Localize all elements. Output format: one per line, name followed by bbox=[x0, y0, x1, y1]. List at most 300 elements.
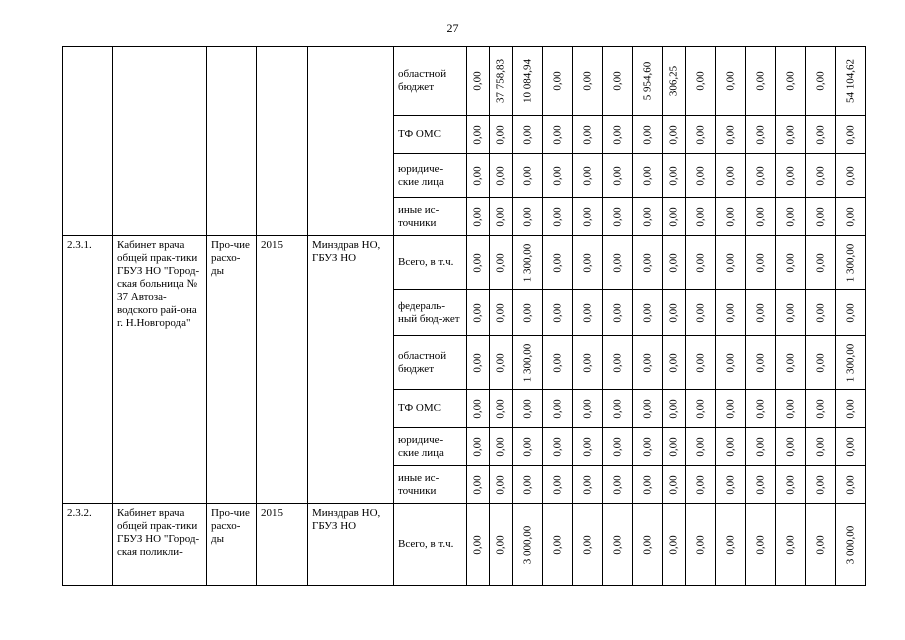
amount-value: 0,00 bbox=[844, 474, 856, 495]
expense-type: Про-чие расхо-ды bbox=[207, 504, 257, 586]
amount-value: 0,00 bbox=[551, 398, 563, 419]
amount-value: 0,00 bbox=[724, 71, 736, 91]
amount-cell bbox=[633, 290, 663, 336]
amount-cell bbox=[490, 290, 513, 336]
amount-cell bbox=[603, 428, 633, 466]
amount-cell bbox=[836, 290, 866, 336]
amount-cell bbox=[663, 428, 686, 466]
amount-cell bbox=[836, 154, 866, 198]
amount-value: 0,00 bbox=[471, 474, 484, 495]
amount-cell bbox=[603, 466, 633, 504]
amount-value: 0,00 bbox=[784, 436, 796, 457]
funding-source: ТФ ОМС bbox=[394, 116, 467, 154]
amount-cell bbox=[716, 390, 746, 428]
amount-cell bbox=[746, 116, 776, 154]
amount-value: 306,25 bbox=[667, 65, 680, 97]
amount-cell bbox=[513, 504, 543, 586]
item-year: 2015 bbox=[257, 236, 308, 504]
amount-value: 0,00 bbox=[471, 124, 484, 145]
amount-value: 0,00 bbox=[611, 71, 623, 91]
amount-value: 0,00 bbox=[724, 302, 736, 323]
amount-cell bbox=[686, 504, 716, 586]
amount-cell bbox=[746, 154, 776, 198]
amount-cell bbox=[836, 504, 866, 586]
amount-cell bbox=[806, 47, 836, 116]
amount-value: 0,00 bbox=[521, 436, 533, 457]
amount-value: 0,00 bbox=[581, 398, 593, 419]
amount-value: 0,00 bbox=[694, 252, 706, 273]
amount-cell bbox=[746, 428, 776, 466]
amount-cell bbox=[746, 198, 776, 236]
amount-value: 0,00 bbox=[551, 302, 563, 323]
amount-value: 0,00 bbox=[754, 352, 766, 373]
amount-value: 0,00 bbox=[754, 124, 766, 145]
expense-type: Про-чие расхо-ды bbox=[207, 236, 257, 504]
amount-cell bbox=[543, 290, 573, 336]
amount-cell bbox=[573, 504, 603, 586]
amount-value: 0,00 bbox=[784, 165, 796, 186]
amount-value: 0,00 bbox=[724, 124, 736, 145]
amount-value: 0,00 bbox=[641, 398, 653, 419]
amount-value: 0,00 bbox=[641, 124, 653, 145]
amount-cell bbox=[603, 504, 633, 586]
amount-value: 0,00 bbox=[784, 252, 796, 273]
amount-value: 0,00 bbox=[641, 352, 653, 373]
amount-cell bbox=[513, 236, 543, 290]
item-code: 2.3.2. bbox=[63, 504, 113, 586]
amount-value: 0,00 bbox=[754, 206, 766, 227]
amount-cell bbox=[806, 290, 836, 336]
amount-cell bbox=[776, 390, 806, 428]
amount-value: 0,00 bbox=[844, 302, 856, 323]
amount-value: 0,00 bbox=[641, 252, 653, 273]
amount-value: 0,00 bbox=[611, 252, 623, 273]
amount-value: 0,00 bbox=[667, 398, 680, 419]
amount-cell bbox=[467, 428, 490, 466]
amount-cell bbox=[776, 236, 806, 290]
amount-value: 0,00 bbox=[521, 302, 533, 323]
amount-cell bbox=[716, 154, 746, 198]
amount-value: 0,00 bbox=[581, 124, 593, 145]
amount-cell bbox=[663, 336, 686, 390]
amount-cell bbox=[513, 390, 543, 428]
amount-value: 0,00 bbox=[814, 206, 826, 227]
amount-value: 0,00 bbox=[611, 398, 623, 419]
amount-cell bbox=[716, 116, 746, 154]
amount-cell bbox=[513, 290, 543, 336]
amount-value: 0,00 bbox=[494, 352, 507, 373]
amount-value: 0,00 bbox=[471, 302, 484, 323]
amount-cell bbox=[663, 466, 686, 504]
amount-cell bbox=[776, 466, 806, 504]
amount-value: 0,00 bbox=[551, 165, 563, 186]
amount-value: 0,00 bbox=[471, 71, 484, 91]
amount-cell bbox=[836, 236, 866, 290]
amount-cell bbox=[716, 504, 746, 586]
amount-cell bbox=[633, 390, 663, 428]
amount-value: 0,00 bbox=[551, 352, 563, 373]
amount-value: 0,00 bbox=[754, 398, 766, 419]
amount-cell bbox=[836, 390, 866, 428]
table-row bbox=[63, 47, 866, 116]
amount-cell bbox=[490, 154, 513, 198]
amount-cell bbox=[746, 336, 776, 390]
amount-cell bbox=[663, 236, 686, 290]
item-executor: Минздрав НО, ГБУЗ НО bbox=[308, 236, 394, 504]
amount-cell bbox=[543, 504, 573, 586]
amount-cell bbox=[573, 336, 603, 390]
amount-value: 0,00 bbox=[844, 124, 856, 145]
amount-cell bbox=[716, 198, 746, 236]
amount-value: 0,00 bbox=[611, 206, 623, 227]
amount-value: 0,00 bbox=[814, 352, 826, 373]
amount-value: 0,00 bbox=[494, 436, 507, 457]
amount-value: 0,00 bbox=[581, 534, 593, 555]
amount-value: 0,00 bbox=[784, 352, 796, 373]
amount-value: 0,00 bbox=[724, 398, 736, 419]
amount-cell bbox=[513, 466, 543, 504]
amount-value: 0,00 bbox=[641, 436, 653, 457]
amount-cell bbox=[716, 428, 746, 466]
funding-source: юридиче-ские лица bbox=[394, 428, 467, 466]
amount-cell bbox=[663, 198, 686, 236]
item-year bbox=[257, 47, 308, 236]
funding-source: Всего, в т.ч. bbox=[394, 504, 467, 586]
amount-value: 0,00 bbox=[551, 124, 563, 145]
amount-cell bbox=[573, 290, 603, 336]
amount-value: 0,00 bbox=[754, 302, 766, 323]
amount-value: 0,00 bbox=[611, 436, 623, 457]
amount-value: 0,00 bbox=[551, 71, 563, 91]
amount-cell bbox=[573, 390, 603, 428]
amount-value: 0,00 bbox=[471, 165, 484, 186]
amount-cell bbox=[633, 336, 663, 390]
table-row bbox=[63, 236, 866, 290]
amount-value: 1 300,00 bbox=[844, 343, 856, 382]
amount-cell bbox=[686, 116, 716, 154]
item-code bbox=[63, 47, 113, 236]
amount-cell bbox=[746, 47, 776, 116]
amount-cell bbox=[836, 466, 866, 504]
amount-value: 0,00 bbox=[551, 474, 563, 495]
amount-value: 0,00 bbox=[694, 352, 706, 373]
funding-source: иные ис-точники bbox=[394, 466, 467, 504]
amount-value: 3 000,00 bbox=[521, 525, 533, 564]
amount-value: 0,00 bbox=[494, 124, 507, 145]
amount-value: 0,00 bbox=[814, 398, 826, 419]
amount-cell bbox=[633, 198, 663, 236]
amount-value: 0,00 bbox=[667, 252, 680, 273]
amount-value: 0,00 bbox=[724, 352, 736, 373]
amount-cell bbox=[467, 236, 490, 290]
amount-value: 0,00 bbox=[694, 206, 706, 227]
amount-cell bbox=[776, 47, 806, 116]
amount-cell bbox=[467, 154, 490, 198]
amount-value: 0,00 bbox=[754, 165, 766, 186]
funding-source: Всего, в т.ч. bbox=[394, 236, 467, 290]
amount-cell bbox=[663, 504, 686, 586]
expense-type bbox=[207, 47, 257, 236]
amount-cell bbox=[467, 504, 490, 586]
amount-cell bbox=[633, 116, 663, 154]
item-name bbox=[113, 47, 207, 236]
amount-cell bbox=[573, 154, 603, 198]
amount-cell bbox=[490, 504, 513, 586]
amount-cell bbox=[686, 198, 716, 236]
amount-value: 0,00 bbox=[521, 124, 533, 145]
amount-value: 0,00 bbox=[724, 534, 736, 555]
amount-cell bbox=[490, 116, 513, 154]
amount-value: 0,00 bbox=[551, 436, 563, 457]
amount-cell bbox=[746, 504, 776, 586]
table-body bbox=[63, 47, 866, 586]
table-row bbox=[63, 504, 866, 586]
amount-cell bbox=[633, 428, 663, 466]
amount-cell bbox=[716, 466, 746, 504]
amount-value: 0,00 bbox=[844, 206, 856, 227]
amount-value: 0,00 bbox=[694, 302, 706, 323]
amount-cell bbox=[776, 336, 806, 390]
amount-value: 0,00 bbox=[694, 534, 706, 555]
amount-value: 0,00 bbox=[471, 206, 484, 227]
amount-value: 0,00 bbox=[724, 206, 736, 227]
amount-cell bbox=[513, 116, 543, 154]
amount-cell bbox=[806, 336, 836, 390]
amount-cell bbox=[603, 336, 633, 390]
amount-value: 0,00 bbox=[754, 252, 766, 273]
amount-value: 0,00 bbox=[784, 398, 796, 419]
amount-cell bbox=[603, 198, 633, 236]
amount-cell bbox=[633, 236, 663, 290]
amount-value: 0,00 bbox=[494, 206, 507, 227]
amount-cell bbox=[806, 236, 836, 290]
funding-source: ТФ ОМС bbox=[394, 390, 467, 428]
amount-cell bbox=[686, 290, 716, 336]
amount-cell bbox=[467, 390, 490, 428]
amount-value: 0,00 bbox=[471, 352, 484, 373]
amount-cell bbox=[776, 116, 806, 154]
amount-value: 0,00 bbox=[667, 436, 680, 457]
amount-value: 0,00 bbox=[471, 398, 484, 419]
amount-cell bbox=[490, 47, 513, 116]
amount-cell bbox=[806, 154, 836, 198]
amount-cell bbox=[716, 290, 746, 336]
amount-cell bbox=[513, 47, 543, 116]
amount-cell bbox=[573, 428, 603, 466]
amount-cell bbox=[746, 466, 776, 504]
amount-cell bbox=[686, 154, 716, 198]
amount-value: 0,00 bbox=[551, 252, 563, 273]
amount-cell bbox=[543, 236, 573, 290]
amount-value: 0,00 bbox=[581, 206, 593, 227]
amount-value: 0,00 bbox=[581, 352, 593, 373]
amount-cell bbox=[513, 336, 543, 390]
amount-cell bbox=[686, 47, 716, 116]
amount-value: 54 104,62 bbox=[844, 59, 856, 103]
amount-value: 0,00 bbox=[784, 534, 796, 555]
item-code: 2.3.1. bbox=[63, 236, 113, 504]
amount-cell bbox=[776, 504, 806, 586]
amount-cell bbox=[573, 47, 603, 116]
amount-cell bbox=[776, 198, 806, 236]
amount-cell bbox=[543, 116, 573, 154]
amount-cell bbox=[746, 290, 776, 336]
amount-cell bbox=[573, 198, 603, 236]
amount-value: 0,00 bbox=[551, 534, 563, 555]
amount-value: 0,00 bbox=[667, 302, 680, 323]
amount-cell bbox=[467, 290, 490, 336]
amount-value: 0,00 bbox=[494, 398, 507, 419]
amount-value: 0,00 bbox=[754, 436, 766, 457]
amount-cell bbox=[776, 154, 806, 198]
amount-value: 0,00 bbox=[494, 474, 507, 495]
amount-value: 0,00 bbox=[611, 124, 623, 145]
amount-value: 0,00 bbox=[754, 474, 766, 495]
amount-value: 0,00 bbox=[521, 398, 533, 419]
amount-value: 37 758,83 bbox=[494, 59, 507, 103]
amount-value: 0,00 bbox=[694, 436, 706, 457]
amount-cell bbox=[806, 116, 836, 154]
amount-value: 0,00 bbox=[814, 474, 826, 495]
amount-value: 0,00 bbox=[724, 165, 736, 186]
amount-cell bbox=[686, 390, 716, 428]
amount-value: 0,00 bbox=[641, 302, 653, 323]
amount-value: 0,00 bbox=[611, 352, 623, 373]
amount-cell bbox=[543, 198, 573, 236]
amount-cell bbox=[686, 428, 716, 466]
amount-value: 0,00 bbox=[724, 252, 736, 273]
amount-cell bbox=[663, 47, 686, 116]
amount-value: 0,00 bbox=[611, 302, 623, 323]
amount-value: 1 300,00 bbox=[844, 243, 856, 282]
amount-value: 0,00 bbox=[494, 252, 507, 273]
amount-value: 0,00 bbox=[844, 398, 856, 419]
amount-value: 0,00 bbox=[844, 436, 856, 457]
amount-cell bbox=[663, 116, 686, 154]
amount-cell bbox=[836, 116, 866, 154]
amount-value: 0,00 bbox=[494, 534, 507, 555]
amount-cell bbox=[513, 198, 543, 236]
amount-cell bbox=[543, 428, 573, 466]
amount-cell bbox=[603, 390, 633, 428]
amount-cell bbox=[663, 290, 686, 336]
amount-cell bbox=[490, 198, 513, 236]
amount-value: 0,00 bbox=[641, 534, 653, 555]
budget-table bbox=[62, 46, 866, 586]
amount-value: 0,00 bbox=[641, 165, 653, 186]
amount-value: 0,00 bbox=[694, 165, 706, 186]
amount-value: 0,00 bbox=[471, 252, 484, 273]
item-executor bbox=[308, 47, 394, 236]
amount-value: 0,00 bbox=[754, 534, 766, 555]
amount-cell bbox=[467, 466, 490, 504]
amount-value: 1 300,00 bbox=[521, 243, 533, 282]
funding-source: областной бюджет bbox=[394, 47, 467, 116]
amount-cell bbox=[686, 336, 716, 390]
amount-value: 0,00 bbox=[581, 71, 593, 91]
amount-value: 0,00 bbox=[814, 534, 826, 555]
amount-cell bbox=[806, 390, 836, 428]
amount-value: 0,00 bbox=[494, 165, 507, 186]
amount-value: 0,00 bbox=[667, 165, 680, 186]
amount-cell bbox=[806, 504, 836, 586]
amount-cell bbox=[573, 236, 603, 290]
amount-value: 0,00 bbox=[641, 206, 653, 227]
amount-cell bbox=[633, 466, 663, 504]
amount-cell bbox=[543, 47, 573, 116]
amount-cell bbox=[806, 428, 836, 466]
amount-value: 0,00 bbox=[724, 436, 736, 457]
amount-value: 0,00 bbox=[667, 206, 680, 227]
amount-cell bbox=[513, 154, 543, 198]
amount-value: 0,00 bbox=[521, 206, 533, 227]
amount-value: 0,00 bbox=[667, 124, 680, 145]
amount-cell bbox=[836, 428, 866, 466]
item-executor: Минздрав НО, ГБУЗ НО bbox=[308, 504, 394, 586]
amount-cell bbox=[776, 428, 806, 466]
amount-cell bbox=[836, 198, 866, 236]
item-year: 2015 bbox=[257, 504, 308, 586]
amount-cell bbox=[716, 47, 746, 116]
amount-cell bbox=[467, 198, 490, 236]
amount-cell bbox=[836, 336, 866, 390]
item-name: Кабинет врача общей прак-тики ГБУЗ НО "Город-ская поликли- bbox=[113, 504, 207, 586]
amount-value: 0,00 bbox=[724, 474, 736, 495]
amount-value: 0,00 bbox=[784, 71, 796, 91]
amount-value: 0,00 bbox=[694, 474, 706, 495]
amount-value: 0,00 bbox=[814, 71, 826, 91]
amount-value: 0,00 bbox=[581, 474, 593, 495]
amount-cell bbox=[490, 336, 513, 390]
amount-cell bbox=[686, 236, 716, 290]
amount-value: 0,00 bbox=[581, 302, 593, 323]
amount-value: 0,00 bbox=[784, 124, 796, 145]
amount-cell bbox=[663, 154, 686, 198]
amount-cell bbox=[573, 466, 603, 504]
amount-cell bbox=[776, 290, 806, 336]
amount-cell bbox=[467, 336, 490, 390]
amount-cell bbox=[543, 466, 573, 504]
amount-cell bbox=[836, 47, 866, 116]
amount-cell bbox=[490, 466, 513, 504]
amount-value: 0,00 bbox=[667, 474, 680, 495]
amount-value: 0,00 bbox=[694, 124, 706, 145]
amount-value: 0,00 bbox=[551, 206, 563, 227]
amount-value: 0,00 bbox=[471, 534, 484, 555]
amount-cell bbox=[490, 390, 513, 428]
amount-cell bbox=[663, 390, 686, 428]
amount-value: 0,00 bbox=[814, 252, 826, 273]
amount-cell bbox=[513, 428, 543, 466]
amount-value: 0,00 bbox=[581, 165, 593, 186]
amount-value: 0,00 bbox=[611, 534, 623, 555]
funding-source: юридиче-ские лица bbox=[394, 154, 467, 198]
amount-value: 0,00 bbox=[814, 165, 826, 186]
amount-value: 0,00 bbox=[494, 302, 507, 323]
amount-cell bbox=[603, 236, 633, 290]
amount-cell bbox=[806, 198, 836, 236]
amount-value: 0,00 bbox=[844, 165, 856, 186]
amount-cell bbox=[746, 390, 776, 428]
amount-value: 0,00 bbox=[521, 165, 533, 186]
amount-value: 0,00 bbox=[611, 474, 623, 495]
amount-cell bbox=[603, 290, 633, 336]
amount-value: 5 954,60 bbox=[641, 61, 653, 101]
funding-source: федераль-ный бюд-жет bbox=[394, 290, 467, 336]
amount-value: 0,00 bbox=[581, 436, 593, 457]
amount-cell bbox=[603, 47, 633, 116]
funding-source: иные ис-точники bbox=[394, 198, 467, 236]
